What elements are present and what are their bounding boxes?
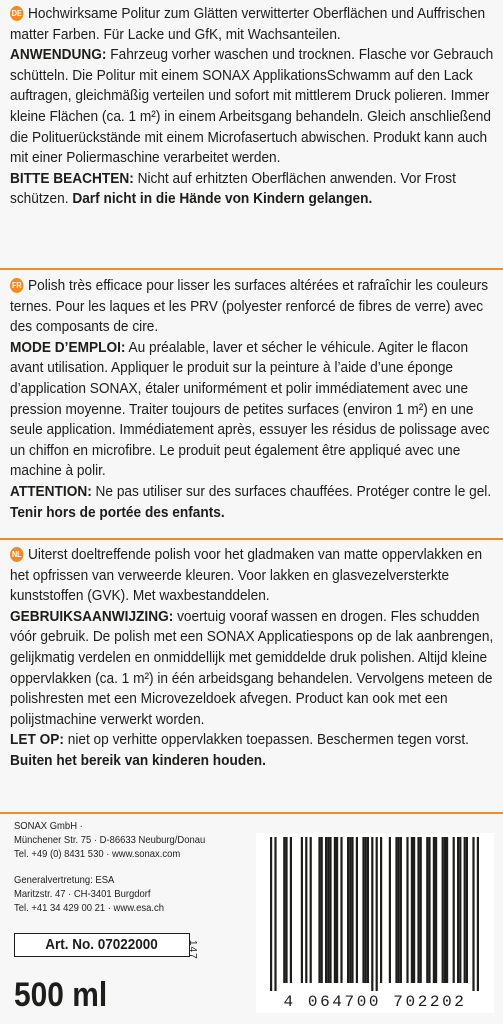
section-french bbox=[10, 276, 496, 523]
barcode-bars bbox=[256, 833, 494, 991]
french-usage-text: Au préalable, laver et sécher le véhicule. Agiter le flacon avant utilisation. Appliquer le produit sur la peinture à l’aide d’une éponge d’application SONAX, étaler uniformément et polir immédiatement avec une pression moyenne. Traiter toujours de petites surfaces (environ 1 m²) en une seule application. Immédiatement après, essuyer les résidus de polissage avec un chiffon en microfibre. Le produit peut également être appliqué avec une machine à polir. bbox=[10, 338, 490, 480]
language-badge-fr: FR bbox=[10, 278, 24, 293]
barcode-bar bbox=[398, 837, 400, 983]
barcode-bar bbox=[380, 837, 382, 983]
distributor-street: Maritzstr. 47 · CH-3401 Burgdorf bbox=[14, 888, 151, 900]
german-usage-text: Fahrzeug vorher waschen und trocknen. Flasche vor Gebrauch schütteln. Die Politur mit einem SONAX ApplikationsSchwamm auf den Lack auftragen, gleichmäßig verteilen und sofort mit mittlerem Druck polieren. Immer kleine Flächen (ca. 1 m²) in einem Arbeitsgang behandeln. Gleich anschließend die Polituerückstände mit einem Microfasertuch abwischen. Produkt kann auch mit einer Poliermaschine verarbeitet werden. bbox=[10, 46, 494, 167]
barcode-bar bbox=[453, 837, 455, 983]
barcode-bar bbox=[433, 837, 435, 983]
dutch-intro-text: Uiterst doeltreffende polish voor het gladmaken van matte oppervlakken en het opfrissen van verweerde kleuren. Voor lakken en glasvezelversterkte kunststoffen (GVK). Met waxbestanddelen. bbox=[10, 546, 483, 605]
dutch-warning-line bbox=[10, 751, 496, 772]
dutch-warning: Buiten het bereik van kinderen houden. bbox=[10, 751, 266, 769]
barcode-bar bbox=[395, 837, 397, 983]
german-usage bbox=[10, 45, 496, 169]
barcode-bar bbox=[466, 837, 468, 983]
barcode-bar bbox=[428, 837, 430, 983]
barcode-bar bbox=[318, 837, 320, 983]
section-divider bbox=[0, 538, 503, 540]
barcode-bar bbox=[334, 837, 336, 983]
barcode-bar bbox=[327, 837, 329, 983]
barcode-bar bbox=[371, 837, 373, 991]
barcode-bar bbox=[435, 837, 437, 983]
barcode-bar bbox=[446, 837, 448, 983]
language-badge-nl: NL bbox=[10, 547, 24, 562]
side-code: 147 bbox=[187, 940, 198, 960]
barcode-bar bbox=[349, 837, 351, 983]
barcode-bar bbox=[459, 837, 461, 983]
barcode-bar bbox=[310, 837, 312, 983]
article-number: Art. No. 07022000 bbox=[45, 936, 159, 953]
manufacturer-address bbox=[14, 819, 248, 861]
german-intro-text: Hochwirksame Politur zum Glätten verwitterter Oberflächen und Auffrischen matter Farben. Für Lacke und GfK, mit Wachsanteilen. bbox=[10, 5, 486, 43]
barcode-bar bbox=[336, 837, 338, 983]
barcode-bar bbox=[305, 837, 307, 983]
dutch-note-heading: LET OP: bbox=[10, 731, 64, 749]
dutch-intro bbox=[10, 545, 496, 607]
barcode-bar bbox=[417, 837, 419, 983]
barcode-bar bbox=[389, 837, 391, 983]
german-warning: Darf nicht in die Hände von Kindern gelangen. bbox=[72, 190, 373, 208]
barcode-bar bbox=[340, 837, 342, 983]
french-note-text: Ne pas utiliser sur des surfaces chauffées. Protéger contre le gel. bbox=[95, 482, 492, 500]
barcode-bar bbox=[400, 837, 402, 983]
barcode-bar bbox=[347, 837, 349, 983]
french-warning: Tenir hors de portée des enfants. bbox=[10, 503, 225, 521]
language-badge-de: DE bbox=[10, 6, 24, 21]
barcode-bar bbox=[290, 837, 292, 983]
french-usage-heading: MODE D’EMPLOI: bbox=[10, 338, 126, 356]
barcode-bar bbox=[376, 837, 378, 991]
barcode-bar bbox=[362, 837, 364, 983]
barcode-bar bbox=[457, 837, 459, 983]
barcode-bar bbox=[413, 837, 415, 983]
article-number-box bbox=[14, 933, 190, 957]
dutch-usage-text: voertuig vooraf wassen en drogen. Fles schudden vóór gebruik. De polish met een SONAX Applicatiespons op de lak aanbrengen, gelijkmatig verdelen en onmiddellijk met gemiddelde druk polishen. Altijd kleine oppervlakken (ca. 1 m²) in één arbeidsgang behandelen. Vervolgens meteen de polishresten met een Microvezeldoek afvegen. Product kan ook met een polijstmachine verwerkt worden. bbox=[10, 607, 494, 728]
barcode-bar bbox=[464, 837, 466, 983]
barcode-bar bbox=[285, 837, 287, 983]
dutch-note bbox=[10, 730, 496, 751]
dutch-usage-heading: GEBRUIKSAANWIJZING: bbox=[10, 607, 174, 625]
dutch-note-text: niet op verhitte oppervlakken toepassen. Beschermen tegen vorst. bbox=[67, 731, 469, 749]
dutch-usage bbox=[10, 607, 496, 731]
german-note-heading: BITTE BEACHTEN: bbox=[10, 169, 134, 187]
german-intro bbox=[10, 4, 496, 45]
barcode-bar bbox=[444, 837, 446, 983]
manufacturer-name: SONAX GmbH · bbox=[14, 820, 83, 832]
barcode-bar bbox=[477, 837, 479, 991]
barcode-bar bbox=[411, 837, 413, 983]
barcode-digits: 4 064700 702202 bbox=[283, 993, 467, 1011]
barcode-bar bbox=[301, 837, 303, 983]
barcode-bar bbox=[356, 837, 358, 983]
distributor-contact: Tel. +41 34 429 00 21 · www.esa.ch bbox=[14, 902, 164, 914]
barcode-bar bbox=[270, 837, 272, 991]
french-intro bbox=[10, 276, 496, 338]
french-intro-text: Polish très efficace pour lisser les surfaces altérées et rafraîchir les couleurs ternes. Pour les laques et les PRV (polyester renforcé de fibres de verre) avec des composants de cire. bbox=[10, 277, 489, 336]
distributor-address bbox=[14, 873, 248, 915]
barcode-bar bbox=[283, 837, 285, 983]
barcode-bar bbox=[406, 837, 408, 983]
german-note-text: Nicht auf erhitzten Oberflächen anwenden. Vor Frost schützen. bbox=[10, 169, 456, 208]
french-note bbox=[10, 482, 496, 523]
manufacturer-contact: Tel. +49 (0) 8431 530 · www.sonax.com bbox=[14, 848, 181, 860]
barcode bbox=[256, 833, 494, 1013]
barcode-bar bbox=[365, 837, 367, 983]
barcode-bar bbox=[442, 837, 444, 983]
barcode-bar bbox=[367, 837, 369, 983]
barcode-bar bbox=[472, 837, 474, 991]
barcode-bar bbox=[325, 837, 327, 983]
barcode-bar bbox=[351, 837, 353, 983]
barcode-bar bbox=[321, 837, 323, 983]
section-divider bbox=[0, 812, 503, 814]
french-usage bbox=[10, 338, 496, 482]
section-divider bbox=[0, 268, 503, 270]
manufacturer-street: Münchener Str. 75 · D-86633 Neuburg/Donau bbox=[14, 834, 206, 846]
barcode-bar bbox=[426, 837, 428, 983]
barcode-bar bbox=[274, 837, 276, 991]
barcode-bar bbox=[329, 837, 331, 983]
product-volume: 500 ml bbox=[14, 976, 108, 1014]
french-note-heading: ATTENTION: bbox=[10, 482, 92, 500]
barcode-bar bbox=[420, 837, 422, 983]
distributor-name: Generalvertretung: ESA bbox=[14, 874, 115, 886]
section-dutch bbox=[10, 545, 496, 772]
german-usage-heading: ANWENDUNG: bbox=[10, 46, 107, 64]
german-note bbox=[10, 169, 496, 210]
section-german bbox=[10, 4, 496, 210]
